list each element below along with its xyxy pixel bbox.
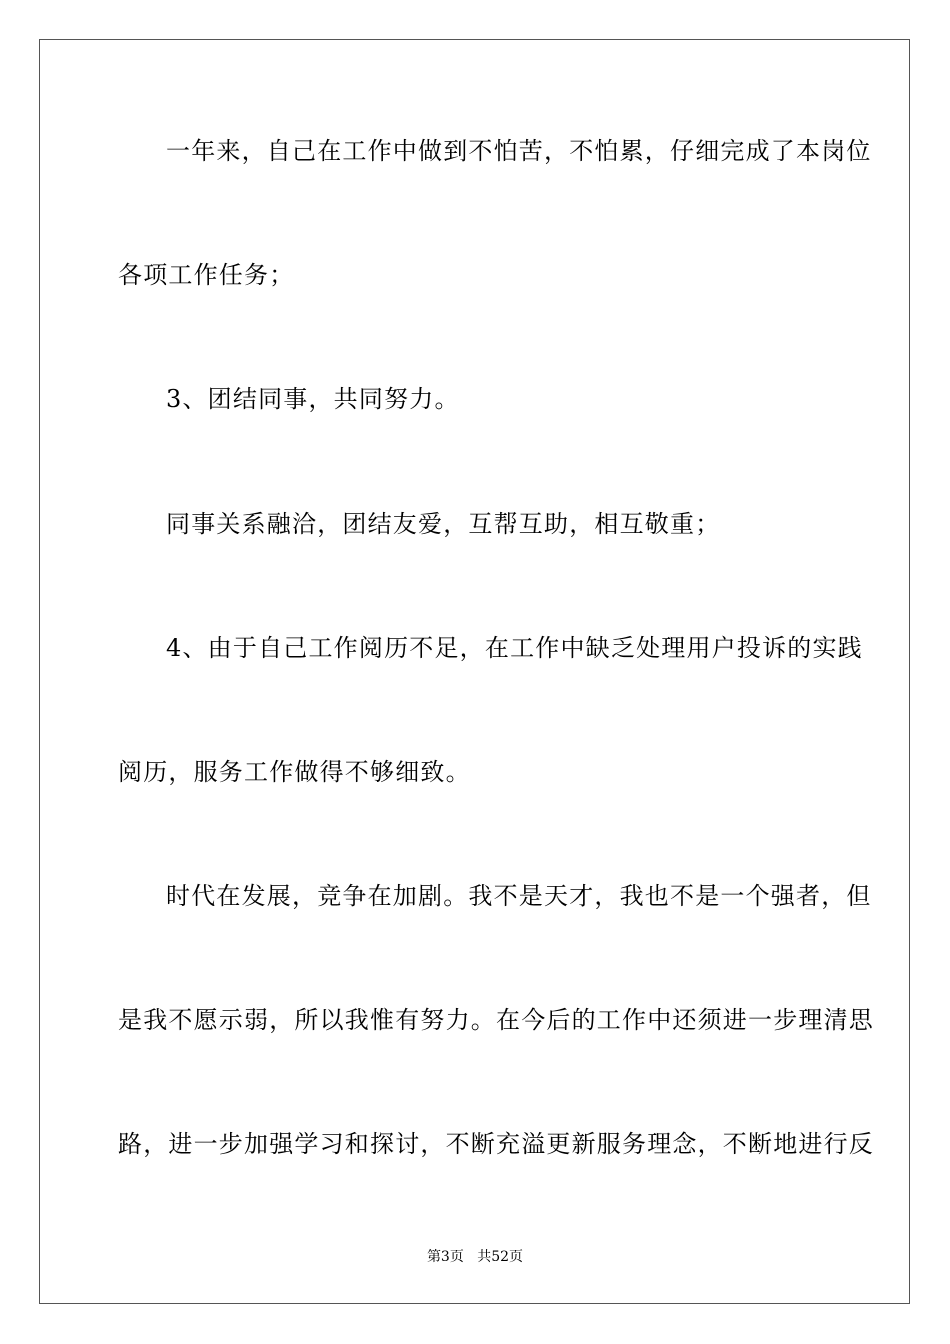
text-line: 各项工作任务；	[118, 261, 295, 289]
page-number: 第3页	[426, 1249, 464, 1265]
text-line: 阅历，服务工作做得不够细致。	[118, 758, 471, 786]
text-line: 同事关系融洽，团结友爱，互帮互助，相互敬重；	[166, 510, 721, 538]
page-total: 共52页	[477, 1249, 524, 1265]
text-line: 是我不愿示弱，所以我惟有努力。在今后的工作中还须进一步理清思	[118, 1006, 874, 1034]
text-line: 4、由于自己工作阅历不足，在工作中缺乏处理用户投诉的实践	[166, 634, 863, 662]
page-footer	[0, 1248, 950, 1266]
text-line: 一年来，自己在工作中做到不怕苦，不怕累，仔细完成了本岗位	[166, 137, 872, 165]
text-line: 3、团结同事，共同努力。	[166, 385, 460, 413]
page-border	[39, 39, 910, 1304]
text-line: 路，进一步加强学习和探讨，不断充溢更新服务理念，不断地进行反	[118, 1130, 874, 1158]
text-line: 时代在发展，竞争在加剧。我不是天才，我也不是一个强者，但	[166, 882, 872, 910]
